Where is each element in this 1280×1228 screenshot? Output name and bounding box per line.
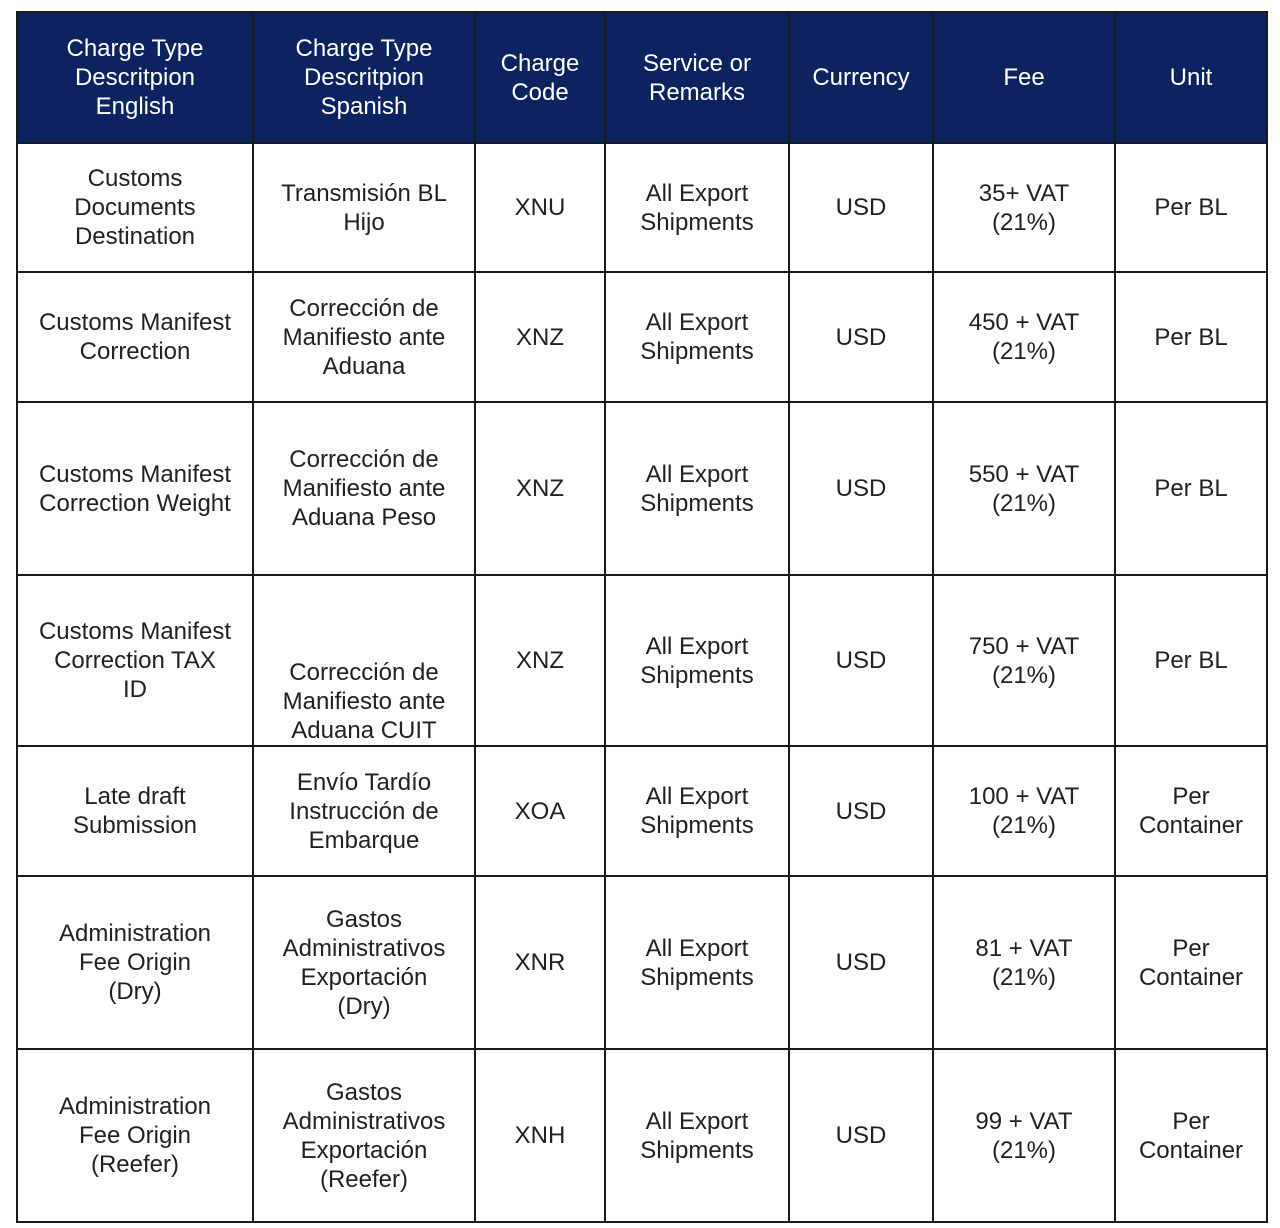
cell-unit: Per Container xyxy=(1115,876,1267,1049)
header-fee: Fee xyxy=(933,12,1115,143)
table-row xyxy=(17,746,1267,876)
cell-fee: 99 + VAT (21%) xyxy=(933,1049,1115,1222)
cell-currency: USD xyxy=(789,575,933,746)
cell-description-spanish: Corrección de Manifiesto ante Aduana Peso xyxy=(253,402,475,575)
table-row xyxy=(17,1049,1267,1222)
cell-currency: USD xyxy=(789,876,933,1049)
cell-service-remarks: All Export Shipments xyxy=(605,402,789,575)
cell-charge-code: XNR xyxy=(475,876,605,1049)
table-row xyxy=(17,272,1267,402)
cell-charge-code: XNZ xyxy=(475,575,605,746)
cell-unit: Per BL xyxy=(1115,402,1267,575)
cell-description-spanish: Gastos Administrativos Exportación (Dry) xyxy=(253,876,475,1049)
cell-currency: USD xyxy=(789,402,933,575)
cell-fee: 550 + VAT (21%) xyxy=(933,402,1115,575)
cell-description-english: Late draft Submission xyxy=(17,746,253,876)
cell-service-remarks: All Export Shipments xyxy=(605,143,789,272)
header-service-remarks: Service or Remarks xyxy=(605,12,789,143)
cell-service-remarks: All Export Shipments xyxy=(605,876,789,1049)
cell-currency: USD xyxy=(789,1049,933,1222)
table-row xyxy=(17,876,1267,1049)
cell-currency: USD xyxy=(789,272,933,402)
cell-description-english: Administration Fee Origin (Dry) xyxy=(17,876,253,1049)
header-unit: Unit xyxy=(1115,12,1267,143)
cell-service-remarks: All Export Shipments xyxy=(605,1049,789,1222)
cell-currency: USD xyxy=(789,143,933,272)
cell-description-english: Customs Manifest Correction xyxy=(17,272,253,402)
charges-document xyxy=(16,11,1266,1221)
cell-charge-code: XNH xyxy=(475,1049,605,1222)
cell-service-remarks: All Export Shipments xyxy=(605,272,789,402)
cell-unit: Per BL xyxy=(1115,575,1267,746)
header-currency: Currency xyxy=(789,12,933,143)
cell-unit: Per Container xyxy=(1115,746,1267,876)
header-charge-code: Charge Code xyxy=(475,12,605,143)
cell-description-spanish: Transmisión BL Hijo xyxy=(253,143,475,272)
cell-fee: 450 + VAT (21%) xyxy=(933,272,1115,402)
cell-fee: 81 + VAT (21%) xyxy=(933,876,1115,1049)
cell-charge-code: XNZ xyxy=(475,272,605,402)
table-row xyxy=(17,143,1267,272)
cell-description-english: Customs Manifest Correction Weight xyxy=(17,402,253,575)
cell-description-spanish: Corrección de Manifiesto ante Aduana CUIT xyxy=(253,575,475,746)
table-row xyxy=(17,575,1267,746)
cell-charge-code: XNZ xyxy=(475,402,605,575)
cell-charge-code: XOA xyxy=(475,746,605,876)
cell-charge-code: XNU xyxy=(475,143,605,272)
cell-description-spanish: Gastos Administrativos Exportación (Reefer) xyxy=(253,1049,475,1222)
table-row xyxy=(17,402,1267,575)
header-row xyxy=(17,12,1267,143)
cell-description-spanish: Corrección de Manifiesto ante Aduana xyxy=(253,272,475,402)
cell-unit: Per BL xyxy=(1115,272,1267,402)
header-charge-type-english: Charge Type Descritpion English xyxy=(17,12,253,143)
cell-currency: USD xyxy=(789,746,933,876)
cell-description-english: Administration Fee Origin (Reefer) xyxy=(17,1049,253,1222)
cell-service-remarks: All Export Shipments xyxy=(605,575,789,746)
cell-unit: Per Container xyxy=(1115,1049,1267,1222)
cell-description-spanish: Envío Tardío Instrucción de Embarque xyxy=(253,746,475,876)
cell-fee: 750 + VAT (21%) xyxy=(933,575,1115,746)
cell-service-remarks: All Export Shipments xyxy=(605,746,789,876)
cell-fee: 35+ VAT (21%) xyxy=(933,143,1115,272)
charges-table xyxy=(16,11,1268,1223)
cell-description-english: Customs Documents Destination xyxy=(17,143,253,272)
cell-description-english: Customs Manifest Correction TAX ID xyxy=(17,575,253,746)
cell-fee: 100 + VAT (21%) xyxy=(933,746,1115,876)
header-charge-type-spanish: Charge Type Descritpion Spanish xyxy=(253,12,475,143)
cell-unit: Per BL xyxy=(1115,143,1267,272)
